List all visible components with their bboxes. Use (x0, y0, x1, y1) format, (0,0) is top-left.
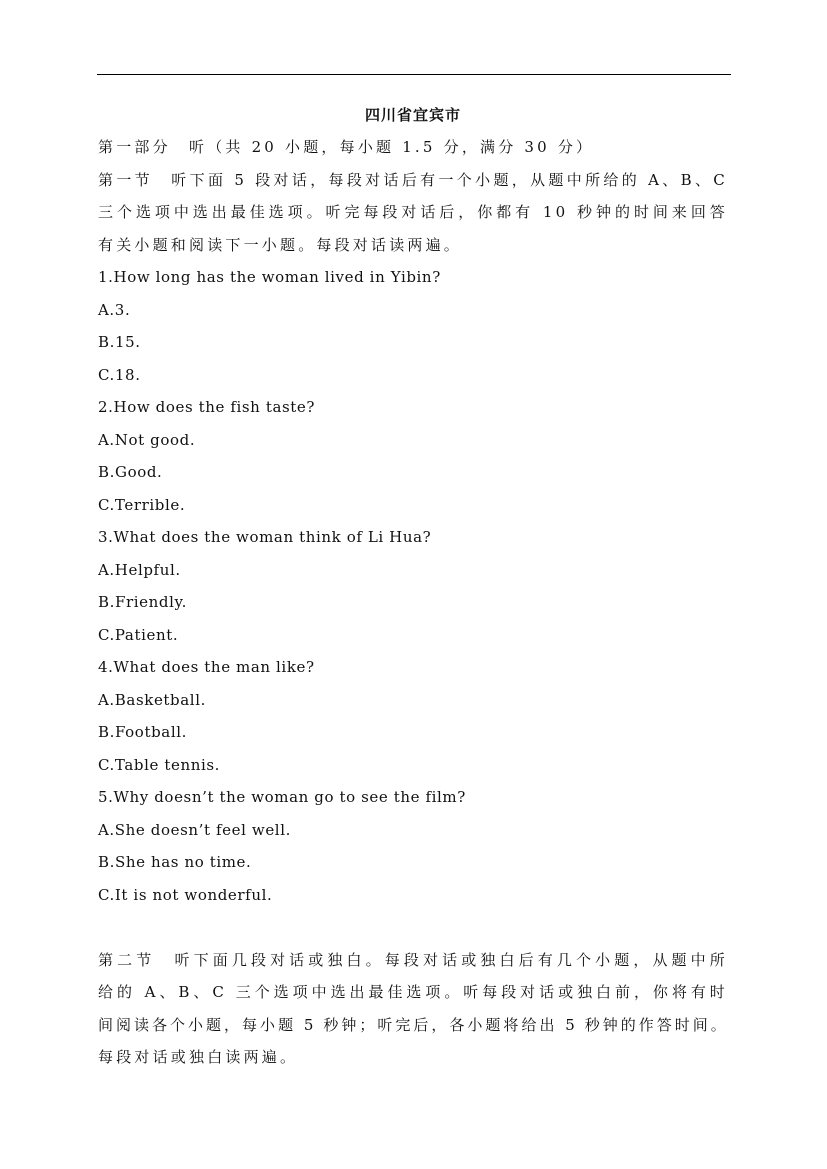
question-4-option-b: B.Football. (98, 723, 187, 741)
section2-instruction-line-4: 每段对话或独白读两遍。 (98, 1048, 299, 1066)
question-5-stem: 5.Why doesn’t the woman go to see the film? (98, 788, 466, 806)
section1-instruction-line-2: 三个选项中选出最佳选项。听完每段对话后，你都有 10 秒钟的时间来回答 (98, 203, 728, 221)
section1-instruction-line-1: 第一节 听下面 5 段对话，每段对话后有一个小题，从题中所给的 A、B、C (98, 171, 728, 189)
question-4-stem: 4.What does the man like? (98, 658, 315, 676)
question-1-option-b: B.15. (98, 333, 141, 351)
question-1-option-a: A.3. (98, 301, 131, 319)
question-3-option-b: B.Friendly. (98, 593, 187, 611)
question-5-option-b: B.She has no time. (98, 853, 252, 871)
question-5-option-a: A.She doesn’t feel well. (98, 821, 291, 839)
question-3-option-a: A.Helpful. (98, 561, 181, 579)
question-1-stem: 1.How long has the woman lived in Yibin? (98, 268, 441, 286)
question-3-stem: 3.What does the woman think of Li Hua? (98, 528, 432, 546)
question-2-option-c: C.Terrible. (98, 496, 186, 514)
question-2-option-a: A.Not good. (98, 431, 196, 449)
section2-instruction-line-1: 第二节 听下面几段对话或独白。每段对话或独白后有几个小题，从题中所 (98, 951, 728, 969)
section2-instruction-line-2: 给的 A、B、C 三个选项中选出最佳选项。听每段对话或独白前，你将有时 (98, 983, 728, 1001)
question-2-option-b: B.Good. (98, 463, 163, 481)
question-4-option-a: A.Basketball. (98, 691, 206, 709)
question-5-option-c: C.It is not wonderful. (98, 886, 273, 904)
part1-heading: 第一部分 听（共 20 小题，每小题 1.5 分，满分 30 分） (98, 138, 595, 156)
question-3-option-c: C.Patient. (98, 626, 179, 644)
section1-instruction-line-3: 有关小题和阅读下一小题。每段对话读两遍。 (98, 236, 463, 254)
question-4-option-c: C.Table tennis. (98, 756, 221, 774)
question-1-option-c: C.18. (98, 366, 141, 384)
question-2-stem: 2.How does the fish taste? (98, 398, 316, 416)
document-title: 四川省宜宾市 (364, 106, 461, 124)
section2-instruction-line-3: 间阅读各个小题，每小题 5 秒钟；听完后，各小题将给出 5 秒钟的作答时间。 (98, 1016, 728, 1034)
header-rule (97, 74, 731, 75)
